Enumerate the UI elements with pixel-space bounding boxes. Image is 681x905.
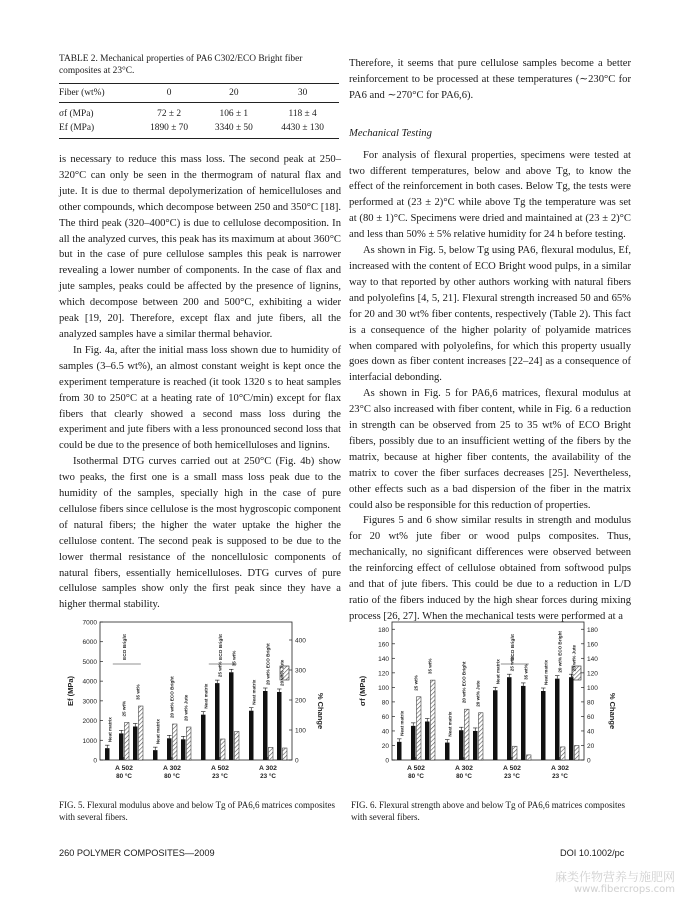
table-header-fiber: Fiber (wt%) <box>59 84 137 103</box>
bar-label: 20 wt% Jute <box>571 644 577 672</box>
bar <box>473 731 478 760</box>
bar-label: 25 wt% <box>413 675 419 691</box>
bar-label: 25 wt% <box>121 700 127 717</box>
group-label: A 502 <box>211 765 229 772</box>
bar-label: 20 wt% Jute <box>279 659 285 686</box>
watermark-title: 麻类作物营养与施肥网 <box>554 870 675 884</box>
bar <box>555 679 560 760</box>
table-cell: 118 ± 4 <box>288 109 317 119</box>
bar-label: 35 wt% <box>427 658 433 675</box>
y2-tick-label: 180 <box>587 626 598 634</box>
bar <box>569 677 574 760</box>
table-cell: 3340 ± 50 <box>201 121 266 139</box>
bar <box>167 738 172 760</box>
change-bar <box>513 746 518 760</box>
change-bar <box>575 745 580 760</box>
y-tick-label: 7000 <box>82 619 97 627</box>
y-tick-label: 5000 <box>82 658 97 666</box>
y2-tick-label: 0 <box>295 757 299 765</box>
table-cell: 72 ± 2 <box>157 109 182 119</box>
table-2 <box>59 53 339 139</box>
table-cell: 1890 ± 70 <box>137 121 202 139</box>
y-tick-label: 6000 <box>82 639 97 647</box>
y-tick-label: 180 <box>378 626 389 634</box>
y-tick-label: 100 <box>378 684 389 692</box>
bar-label: Neat matrix <box>155 719 161 745</box>
y-tick-label: 140 <box>378 655 389 663</box>
body-paragraph: is necessary to reduce this mass loss. The second peak at 250–320°C can only be seen in the thermogram of natural flax and jute. It is due to thermal depolymerization of hemicelluloses and other compounds, which decompose between 250 and 350°C [18]. The third peak (320–400°C) is due to cellulose decomposition. In all the analyzed curves, this peak has its maximum at about 360°C but in the case of pure cellulose samples this peak is narrower revealing a lower number of components. In the case of flax and jute samples, peaks could be affected by the presence of lignins, which decompose between 200 and 500°C, exhibiting a wider peak [19, 20]. Therefore, except flax and jute fibers, all the analyzed samples have a similar thermal behavior. <box>59 154 341 340</box>
y-tick-label: 0 <box>385 757 389 765</box>
bar-label: 35 wt% <box>231 650 237 667</box>
table-cell: 4430 ± 130 <box>266 121 339 139</box>
table-row <box>59 121 339 139</box>
bar <box>397 742 402 760</box>
y-tick-label: 40 <box>381 728 389 736</box>
bar <box>215 683 220 760</box>
body-paragraph: Therefore, it seems that pure cellulose samples become a better reinforcement to be processed at these temperatures (∼230°C for PA6 and ∼270°C for PA6,6). <box>349 58 631 101</box>
table-cell: Ef (MPa) <box>59 121 137 139</box>
bar-label: 20 wt% Jute <box>183 694 189 721</box>
right-column <box>349 56 631 625</box>
bar-label: Neat matrix <box>543 659 549 685</box>
y-tick-label: 160 <box>378 641 389 649</box>
table-row <box>59 103 339 122</box>
group-label: A 502 <box>503 765 521 772</box>
bar-label: 20 wt% ECO Bright <box>169 676 175 718</box>
group-label: A 302 <box>259 765 277 772</box>
bar-label: 25 wt% <box>509 655 515 672</box>
bar <box>105 748 110 760</box>
figure-5-caption: FIG. 5. Flexural modulus above and below Tg of PA6,6 matrices composites with several fibers. <box>59 800 335 822</box>
y2-tick-label: 60 <box>587 713 595 721</box>
y-axis-label: Ef (MPa) <box>66 676 75 706</box>
y-tick-label: 120 <box>378 670 389 678</box>
group-sublabel: 80 °C <box>164 773 180 780</box>
y2-tick-label: 80 <box>587 699 595 707</box>
bar-label: 20 wt% ECO Bright <box>557 631 563 673</box>
bar <box>507 677 512 760</box>
group-label: A 302 <box>163 765 181 772</box>
y-tick-label: 0 <box>93 757 97 765</box>
y-tick-label: 60 <box>381 713 389 721</box>
bar-label: Neat matrix <box>399 710 405 736</box>
table-header-0: 0 <box>137 84 202 103</box>
bar <box>541 691 546 760</box>
bar-label: Neat matrix <box>107 717 113 743</box>
y2-tick-label: 20 <box>587 742 595 750</box>
group-sublabel: 23 °C <box>260 773 276 780</box>
change-bar <box>235 732 240 761</box>
figure-6-chart <box>348 608 630 788</box>
change-bar <box>431 680 436 760</box>
bar <box>229 672 234 760</box>
y2-tick-label: 40 <box>587 728 595 736</box>
change-bar <box>221 739 226 760</box>
group-sublabel: 23 °C <box>212 773 228 780</box>
bar <box>119 733 124 760</box>
table-caption: TABLE 2. Mechanical properties of PA6 C302/ECO Bright fiber composites at 23°C. <box>59 54 303 76</box>
bar-label: Neat matrix <box>495 659 501 685</box>
y2-tick-label: 120 <box>587 670 598 678</box>
group-sublabel: 80 °C <box>116 773 132 780</box>
bar-label: Neat matrix <box>203 683 209 709</box>
y-tick-label: 80 <box>381 699 389 707</box>
body-paragraph: Figures 5 and 6 show similar results in strength and modulus for 20 wt% jute fiber or wood pulps composites. Thus, mechanically, no significant differences were observed between the reinforcing effect of cellulose obtained from softwood pulps and that of jute fibers. This could be due to a reduction in L/D ratio of the fibers induced by the high shear forces during mixing process [26, 27]. When the mechanical tests were performed at a <box>349 515 631 622</box>
body-paragraph: Isothermal DTG curves carried out at 250°C (Fig. 4b) show two peaks, the first one is a small mass loss peak due to the humidity of the samples, specially high in the case of pure cellulose fibers since cellulose is the most hygroscopic component of natural fibers; the higher the water uptake the higher the cellulose content. The second peak is supposed to be due to the lower thermal resistance of the noncellulosic components of natural fibers, essentially hemicelluloses. DTG curves of pure cellulose samples show only the first peak since they have a higher thermal stability. <box>59 456 341 611</box>
change-bar <box>187 727 192 760</box>
y-tick-label: 3000 <box>82 698 97 706</box>
body-paragraph: As shown in Fig. 5 for PA6,6 matrices, flexural modulus at 23°C also increased with fiber content, while in Fig. 6 a reduction in strength can be observed from 25 to 35 wt% of ECO Bright fibers, possibly due to an insufficient wetting of the fibers by the matrix, because at higher fiber contents, the availability of the matrix to cover the fiber surfaces decreases [25]. Nevertheless, other effects such as a bad dispersion of the fiber in the matrix could also be responsible for this reduction of properties. <box>349 388 631 511</box>
bar-label: 25 wt% <box>217 661 223 678</box>
y-tick-label: 20 <box>381 742 389 750</box>
table-header-30: 30 <box>266 84 339 103</box>
change-bar <box>283 748 288 760</box>
group-label: A 302 <box>455 765 473 772</box>
change-bar <box>417 697 422 760</box>
bar <box>181 739 186 760</box>
bar <box>263 691 268 760</box>
change-bar <box>125 723 130 761</box>
bar <box>249 711 254 760</box>
y2-tick-label: 0 <box>587 757 591 765</box>
group-header: ECO Bright <box>123 634 128 660</box>
group-label: A 502 <box>407 765 425 772</box>
table-header-20: 20 <box>201 84 266 103</box>
bar <box>153 750 158 760</box>
y2-tick-label: 400 <box>295 637 306 645</box>
y-tick-label: 4000 <box>82 678 97 686</box>
group-sublabel: 80 °C <box>408 773 424 780</box>
bar <box>445 743 450 760</box>
bar-label: Neat matrix <box>447 711 453 737</box>
y2-tick-label: 100 <box>295 727 306 735</box>
left-column <box>59 152 341 613</box>
group-sublabel: 80 °C <box>456 773 472 780</box>
watermark-url: www.fibercrops.com <box>573 884 675 895</box>
group-label: A 302 <box>551 765 569 772</box>
change-bar <box>139 706 144 760</box>
y2-tick-label: 160 <box>587 641 598 649</box>
bar <box>133 726 138 760</box>
group-header: ECO Bright <box>219 634 224 660</box>
y2-tick-label: 100 <box>587 684 598 692</box>
group-sublabel: 23 °C <box>552 773 568 780</box>
table-cell: 106 ± 1 <box>219 109 249 119</box>
group-label: A 502 <box>115 765 133 772</box>
bar-label: 35 wt% <box>523 664 529 680</box>
bar <box>201 715 206 760</box>
bar-label: 20 wt% ECO Bright <box>265 643 271 685</box>
figure-6-caption: FIG. 6. Flexural strength above and below Tg of PA6,6 matrices composites with several fibers. <box>351 800 625 822</box>
change-bar <box>173 724 178 760</box>
bar <box>459 730 464 760</box>
y-tick-label: 2000 <box>82 718 97 726</box>
y2-axis-label: % Change <box>608 692 617 730</box>
y2-tick-label: 200 <box>295 697 306 705</box>
footer-doi: DOI 10.1002/pc <box>560 848 625 858</box>
bar <box>493 690 498 760</box>
change-bar <box>269 747 274 760</box>
change-bar <box>561 747 566 760</box>
y2-tick-label: 300 <box>295 667 306 675</box>
change-bar <box>527 755 532 760</box>
body-paragraph: In Fig. 4a, after the initial mass loss shown due to humidity of samples (3–6.5 wt%), an almost constant weight is kept once the experiment temperature is reached (it took 1320 s to heat samples from 30 to 250°C at a heating rate of 10°C/min) except for flax fibers that clearly showed a second mass loss during the experiment and jute fibers with a less pronounced second loss that could be due to the presence of both hemicelluloses and lignins. <box>59 344 341 452</box>
y2-tick-label: 140 <box>587 655 598 663</box>
section-heading: Mechanical Testing <box>349 127 432 139</box>
bar <box>277 692 282 760</box>
bar <box>411 726 416 760</box>
table-cell: σf (MPa) <box>59 109 94 119</box>
bar-label: 35 wt% <box>135 684 141 700</box>
group-header: ECO Bright <box>511 634 516 660</box>
bar <box>521 686 526 760</box>
body-paragraph: For analysis of flexural properties, specimens were tested at two different temperatures, below and above Tg, to know the effect of the reinforcement in both cases. Below Tg, the tests were performed at (23 ± 2)°C while above Tg the temperature was set at (80 ± 1)°C. Specimens were dried and maintained at (23 ± 2)°C and less than 50% ± 5% relative humidity for 24 h before testing. <box>349 149 631 241</box>
bar-label: 20 wt% Jute <box>475 680 481 707</box>
y-axis-label: σf (MPa) <box>358 675 367 707</box>
bar <box>425 722 430 760</box>
body-paragraph: As shown in Fig. 5, below Tg using PA6, flexural modulus, Ef, increased with the content of ECO Bright wood pulps, in a similar way to that reported by other authors working with natural fibers and polyolefins [4, 5, 21]. Flexural strength increased 50 and 65% for 20 and 30 wt% fiber contents, respectively (Table 2). This fact is a consequence of the higher polarity of polyamide matrices when compared with polyolefins, for which this property usually goes down as fiber content increases [22–24] as a consequence of interfacial debonding. <box>349 245 631 384</box>
bar-label: Neat matrix <box>251 679 257 705</box>
group-sublabel: 23 °C <box>504 773 520 780</box>
properties-table <box>59 83 339 139</box>
bar-label: 20 wt% ECO Bright <box>461 661 467 704</box>
footer-journal: 260 POLYMER COMPOSITES—2009 <box>59 848 215 858</box>
y-tick-label: 1000 <box>82 737 97 745</box>
y2-axis-label: % Change <box>316 692 325 730</box>
change-bar <box>479 713 484 760</box>
figure-5-chart <box>56 608 338 788</box>
change-bar <box>465 709 470 760</box>
